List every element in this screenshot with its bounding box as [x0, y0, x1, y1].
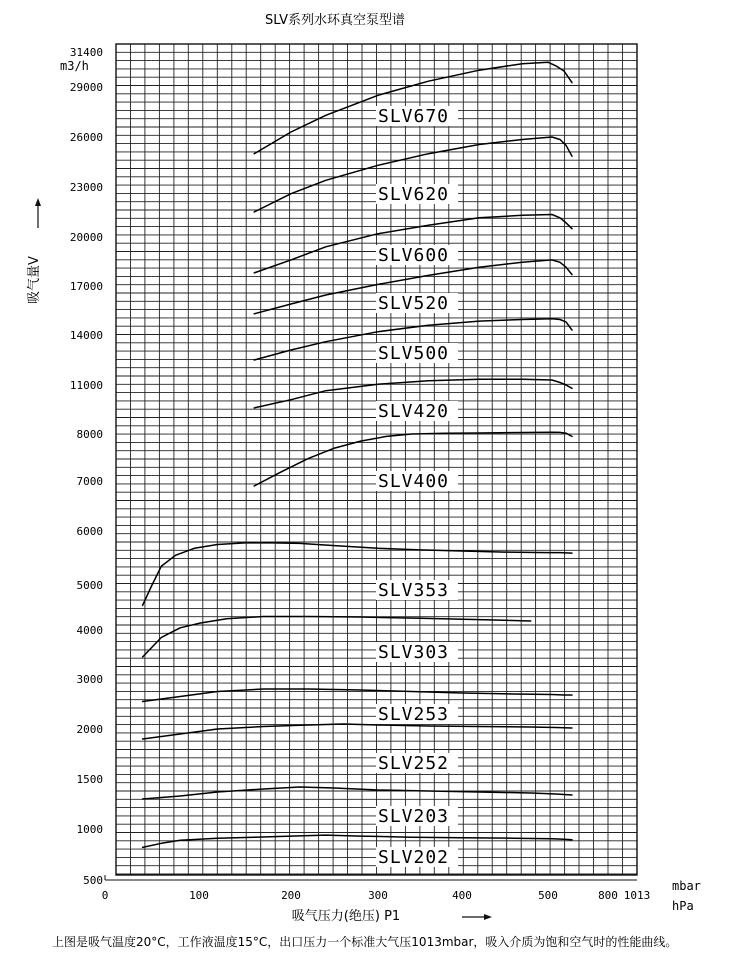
footnote: 上图是吸气温度20°C，工作液温度15°C，出口压力一个标准大气压1013mbar，吸入介质为饱和空气时的性能曲线。: [52, 935, 678, 949]
series-label-slv253: SLV253: [378, 704, 450, 725]
y-tick-label: 26000: [69, 131, 103, 144]
y-tick-label: 31400: [69, 46, 103, 59]
series-label-slv353: SLV353: [378, 580, 450, 601]
series-labels: [376, 106, 458, 868]
curve-slv303: [143, 617, 531, 658]
x-axis-label: 吸气压力(绝压) P1: [291, 909, 401, 924]
series-label-slv670: SLV670: [378, 106, 450, 127]
x-tick-label: 0: [101, 889, 109, 902]
y-axis-arrowhead-icon: [35, 198, 41, 206]
y-tick-label: 6000: [76, 525, 103, 538]
y-tick-label: 11000: [69, 379, 103, 392]
y-tick-label: 8000: [76, 428, 103, 441]
y-tick-label: 17000: [69, 280, 103, 293]
x-axis-arrowhead-icon: [484, 914, 492, 920]
x-tick-label: 200: [281, 889, 301, 902]
y-tick-label: 500: [83, 874, 103, 887]
y-tick-label: 14000: [69, 329, 103, 342]
series-label-slv303: SLV303: [378, 642, 450, 663]
y-axis-label: 吸气量V: [27, 256, 42, 304]
x-tick-label: 400: [452, 889, 472, 902]
y-unit-label: m3/h: [60, 59, 89, 73]
curve-slv353: [143, 543, 572, 605]
series-label-slv620: SLV620: [378, 184, 450, 205]
x-tick-label: 800: [598, 889, 618, 902]
series-label-slv203: SLV203: [378, 806, 450, 827]
series-label-slv400: SLV400: [378, 471, 450, 492]
y-tick-label: 7000: [76, 475, 103, 488]
series-label-slv520: SLV520: [378, 293, 450, 314]
y-tick-label: 23000: [69, 181, 103, 194]
y-tick-label: 20000: [69, 231, 103, 244]
series-label-slv600: SLV600: [378, 245, 450, 266]
x-tick-label: 500: [538, 889, 558, 902]
y-tick-label: 1000: [76, 823, 103, 836]
x-tick-label: 100: [189, 889, 209, 902]
curve-slv252: [143, 724, 572, 739]
x-tick-label: 300: [368, 889, 388, 902]
series-label-slv202: SLV202: [378, 847, 450, 868]
chart-grid: [105, 44, 637, 880]
y-tick-labels: [70, 46, 103, 887]
x-tick-labels: [102, 889, 651, 902]
series-label-slv252: SLV252: [378, 753, 450, 774]
curve-slv203: [143, 787, 572, 799]
y-tick-label: 4000: [76, 624, 103, 637]
chart-title: SLV系列水环真空泵型谱: [265, 13, 405, 28]
x-tick-label: 1013: [623, 889, 651, 902]
performance-curves: [143, 62, 572, 847]
y-tick-label: 29000: [69, 81, 103, 94]
series-label-slv500: SLV500: [378, 343, 450, 364]
y-tick-label: 3000: [76, 673, 103, 686]
y-tick-label: 1500: [76, 773, 103, 786]
x-unit-hpa: hPa: [672, 899, 694, 913]
y-tick-label: 5000: [76, 579, 103, 592]
x-unit-mbar: mbar: [672, 879, 701, 893]
y-tick-label: 2000: [76, 723, 103, 736]
series-label-slv420: SLV420: [378, 401, 450, 422]
